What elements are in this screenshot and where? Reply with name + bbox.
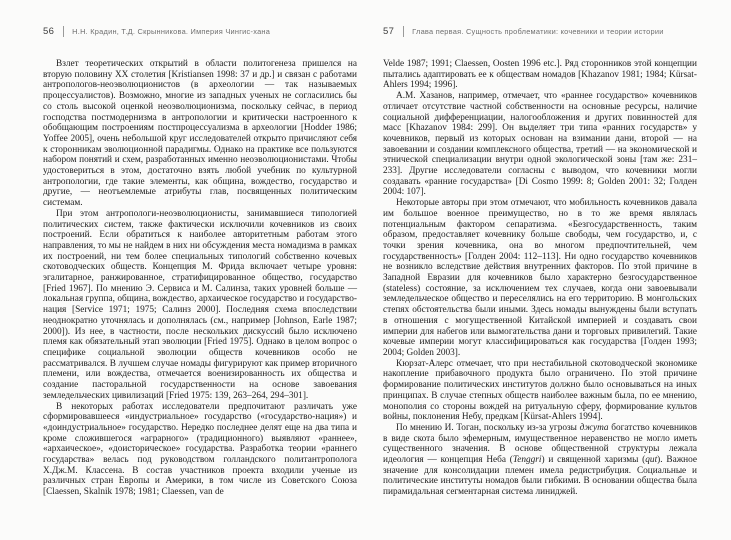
text-run: Кюрзат-Алерс отмечает, что при нестабильной скотоводческой экономике накопление прибавочного продукта было ограничено. По этой причине формирование политических институтов должно было основываться на иных принципах. В случае степных обществ наиболее важным была, по ее мнению, монополия со стороны вождей на ритуальную сферу, формирование культов войны, поклонения Небу, предкам [Kürsat-Ahlers 1994]. <box>383 358 697 423</box>
page-right-header <box>383 24 697 38</box>
text-run: ) и священной харизмы ( <box>541 455 646 466</box>
header-divider <box>63 26 64 37</box>
page-right-text <box>383 59 697 498</box>
paragraph <box>383 423 697 498</box>
paragraph <box>383 359 697 423</box>
text-run: А.М. Хазанов, например, отмечает, что «раннее государство» кочевников отличает отсутствие частной собственности на основные ресурсы, наличие социальной дифференциации, налогообложения и других повинностей для масс [Khazanov 1984: 299]. Он выделяет три типа «ранних государств» у кочевников, первый из которых основан на взимании дани, второй — на завоевании и создании комплексного общества, третий — на экономической и этнической специализации внутри одной экологической зоны [там же: 231–233]. Другие исследователи согласны с выводом, что кочевники могли создавать «ранние государства» [Di Cosmo 1999: 8; Golden 2001: 32; Голден 2004: 107]. <box>383 91 697 198</box>
paragraph <box>43 209 357 402</box>
text-run: В некоторых работах исследователи предпочитают различать уже сформировавшееся «индустриальное» государство («государство-нация») и «доиндустриальное» государство. Нередко последнее делят еще на два типа и кроме сложившегося «аграрного» (традиционного) выявляют «раннее», «архаическое», «доисторическое» государства. Разработка теории «раннего государства» велась под руководством голландского политантрополога Х.Дж.М. Классена. В состав участников проекта входили ученые из различных стран Европы и Америки, в том числе из Советского Союза [Claessen, Skalnik 1978; 1981; Claessen, van de <box>43 401 357 498</box>
header-divider <box>403 26 404 37</box>
page-left-header <box>43 24 357 38</box>
text-run: Взлет теоретических открытий в области политогенеза пришелся на вторую половину XX столетия [Kristiansen 1998: 37 и др.] и связан с работами антропологов-неоэволюционистов (в археологии — так называемых процессуалистов). Возможно, многие из западных ученых не согласились бы со столь высокой оценкой неоэволюционизма, поскольку сейчас, в период господства постмодернизма в антропологии и критически настроенного к обобщающим построениям постпроцессуализма в археологии [Hodder 1986; Yoffee 2005], очень небольшой круг исследователей открыто причисляют себя к сторонникам эволюционной парадигмы. Однако на практике все пользуются набором понятий и схем, разработанных именно неоэволюционистами. Чтобы удостовериться в этом, достаточно взять любой учебник по культурной антропологии, где такие элементы, как община, вождество, государство и другие, — неотъемлемые атрибуты глав, посвященных политическим системам. <box>43 59 357 209</box>
paragraph <box>383 59 697 91</box>
page-left <box>43 24 357 498</box>
page-right <box>383 24 697 498</box>
text-run: Velde 1987; 1991; Claessen, Oosten 1996 etc.]. Ряд сторонников этой концепции пытались адаптировать ее к обществам номадов [Khazanov 1981; 1984; Kürsat-Ahlers 1994; 1996]. <box>383 59 697 91</box>
text-run: богатство кочевников в виде скота было эфемерным, имущественное неравенство не могло иметь существенного значения. В основе общественной структуры лежала идеология — концепция Неба ( <box>383 422 697 466</box>
paragraph <box>43 59 357 209</box>
paragraph <box>383 198 697 359</box>
text-run: По мнению И. Тоган, поскольку из-за угрозы <box>396 422 580 433</box>
text-run: ). Важное значение для консолидации племен имела редистрибуция. Социальные и политические институты номадов были гибкими. В основании общества была пирамидальная сегментарная система линиджей. <box>383 455 697 498</box>
page-left-running-title: Н.Н. Крадин, Т.Д. Скрынникова. Империя Чингис-хана <box>72 26 271 36</box>
page-left-number: 56 <box>43 25 55 37</box>
text-run: При этом антропологи-неоэволюционисты, занимавшиеся типологией политических систем, также фактически исключили кочевников из своих построений. Если обратиться к наиболее авторитетным работам этого направления, то мы не найдем в них ни обсуждения места номадизма в рамках их построений, ни тем более специальных типологий собственно кочевых скотоводческих обществ. Концепция М. Фрида включает четыре уровня: эгалитарное, ранжированное, стратифицированное общество, государство [Fried 1967]. По мнению Э. Сервиса и М. Салинза, таких уровней больше — локальная группа, община, вождество, архаическое государство и государство-нация [Service 1971; 1975; Салинз 2000]. Последняя схема впоследствии неоднократно уточнялась и дополнялась (см., например [Johnson, Earle 1987; 2000]). Из нее, в частности, после нескольких дискуссий было исключено племя как обязательный этап эволюции [Fried 1975]. Однако в целом вопрос о специфике социальной эволюции обществ кочевников особо не рассматривался. В лучшем случае номады фигурируют как пример вторичного племени, или вождества, отмечается военизированность их общества и создание пасторальной государственности на основе завоевания земледельческих цивилизаций [Fried 1975: 139, 263–264, 294–301]. <box>43 208 357 401</box>
italic-text-run: Tenggri <box>512 455 542 466</box>
page-left-text <box>43 59 357 498</box>
text-run: Некоторые авторы при этом отмечают, что мобильность кочевников давала им большое военное преимущество, но в то же время являлась потенциальным фактором сепаратизма. «Безгосударственность, таким образом, предоставляет кочевнику больше свободы, чем государство, и, с точки зрения кочевника, она во многом предпочтительней, чем государственность» [Голден 2004: 112–113]. Ни одно государство кочевников не возникло вследствие действия внутренних факторов. По этой причине в Западной Евразии для кочевников было характерно безгосударственное (stateless) состояние, за исключением тех случаев, когда они завоевывали земледельческое общество и переселялись на его территорию. В монгольских степях обстоятельства были иными. Здесь номады вынуждены были вступать в отношения с могущественной Китайской империей и создавать свои империи для набегов или вымогательства дани и торговых привилегий. Такие кочевые империи могут классифицироваться как государства [Голден 1993; 2004; Golden 2003]. <box>383 198 697 358</box>
page-right-number: 57 <box>383 25 395 37</box>
page-right-running-title: Глава первая. Сущность проблематики: кочевники и теории истории <box>412 26 664 36</box>
paragraph <box>383 91 697 198</box>
paragraph <box>43 402 357 498</box>
italic-text-run: джута <box>579 422 609 433</box>
italic-text-run: qut <box>645 455 658 466</box>
